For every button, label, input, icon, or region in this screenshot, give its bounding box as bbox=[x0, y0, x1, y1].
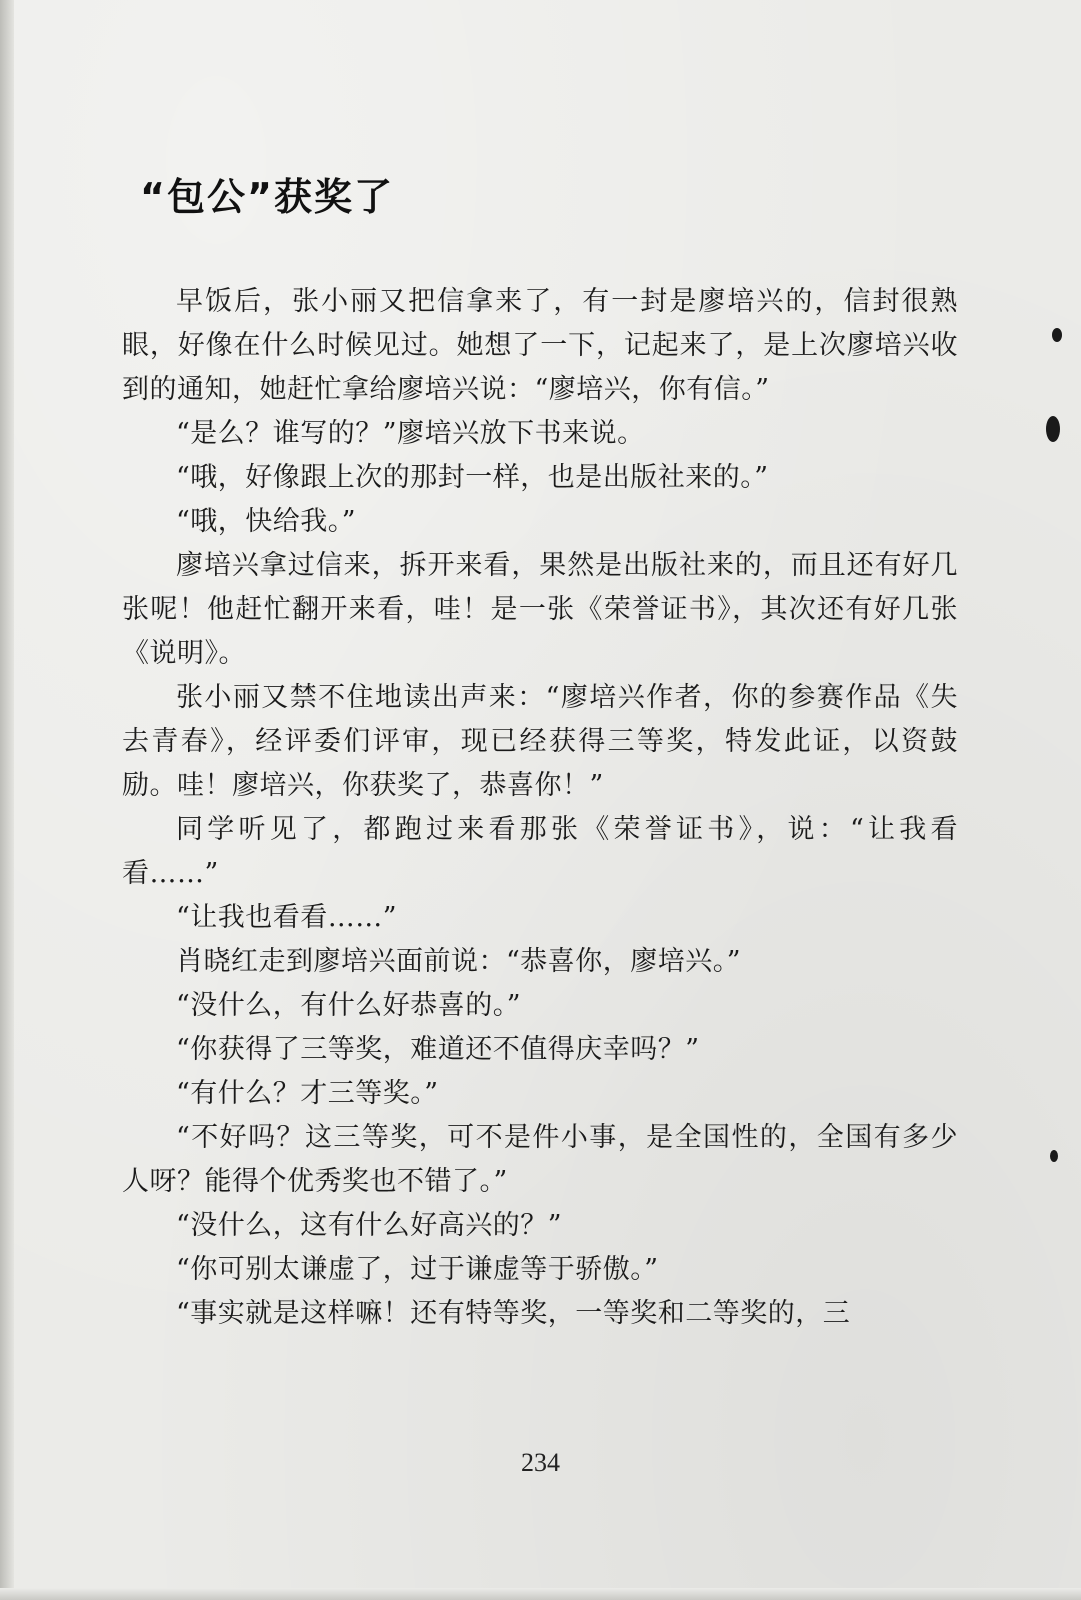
paragraph: “不好吗？这三等奖，可不是件小事，是全国性的，全国有多少人呀？能得个优秀奖也不错了。” bbox=[122, 1122, 958, 1197]
chapter-body bbox=[122, 280, 958, 1336]
paragraph: “你可别太谦虚了，过于谦虚等于骄傲。” bbox=[176, 1254, 659, 1285]
scan-speck bbox=[1050, 1150, 1058, 1162]
paragraph: 早饭后，张小丽又把信拿来了，有一封是廖培兴的，信封很熟眼，好像在什么时候见过。她想了一下，记起来了，是上次廖培兴收到的通知，她赶忙拿给廖培兴说：“廖培兴，你有信。” bbox=[122, 286, 958, 405]
paragraph: “让我也看看……” bbox=[176, 902, 398, 933]
paragraph: “你获得了三等奖，难道还不值得庆幸吗？” bbox=[176, 1034, 700, 1065]
paragraph: “事实就是这样嘛！还有特等奖，一等奖和二等奖的，三 bbox=[176, 1298, 851, 1329]
paragraph: “哦，快给我。” bbox=[176, 506, 357, 537]
paragraph: “没什么，这有什么好高兴的？” bbox=[176, 1210, 563, 1241]
paragraph: “有什么？才三等奖。” bbox=[176, 1078, 439, 1109]
page-bottom-edge bbox=[0, 1588, 1081, 1600]
paragraph: 肖晓红走到廖培兴面前说：“恭喜你，廖培兴。” bbox=[176, 946, 742, 977]
paragraph: “是么？谁写的？”廖培兴放下书来说。 bbox=[176, 418, 645, 449]
paragraph: 张小丽又禁不住地读出声来：“廖培兴作者，你的参赛作品《失去青春》，经评委们评审，现已经获得三等奖，特发此证，以资鼓励。哇！廖培兴，你获奖了，恭喜你！” bbox=[122, 682, 958, 801]
scan-speck bbox=[1046, 416, 1060, 442]
page-number: 234 bbox=[521, 1448, 560, 1477]
paragraph: 廖培兴拿过信来，拆开来看，果然是出版社来的，而且还有好几张呢！他赶忙翻开来看，哇！是一张《荣誉证书》，其次还有好几张《说明》。 bbox=[122, 550, 958, 669]
page-binding-edge bbox=[0, 0, 14, 1600]
paragraph: “哦，好像跟上次的那封一样，也是出版社来的。” bbox=[176, 462, 769, 493]
paragraph: 同学听见了，都跑过来看那张《荣誉证书》，说：“让我看看……” bbox=[122, 814, 958, 889]
scan-speck bbox=[1052, 328, 1062, 342]
chapter-title: “包公”获奖了 bbox=[140, 175, 394, 219]
paragraph: “没什么，有什么好恭喜的。” bbox=[176, 990, 522, 1021]
